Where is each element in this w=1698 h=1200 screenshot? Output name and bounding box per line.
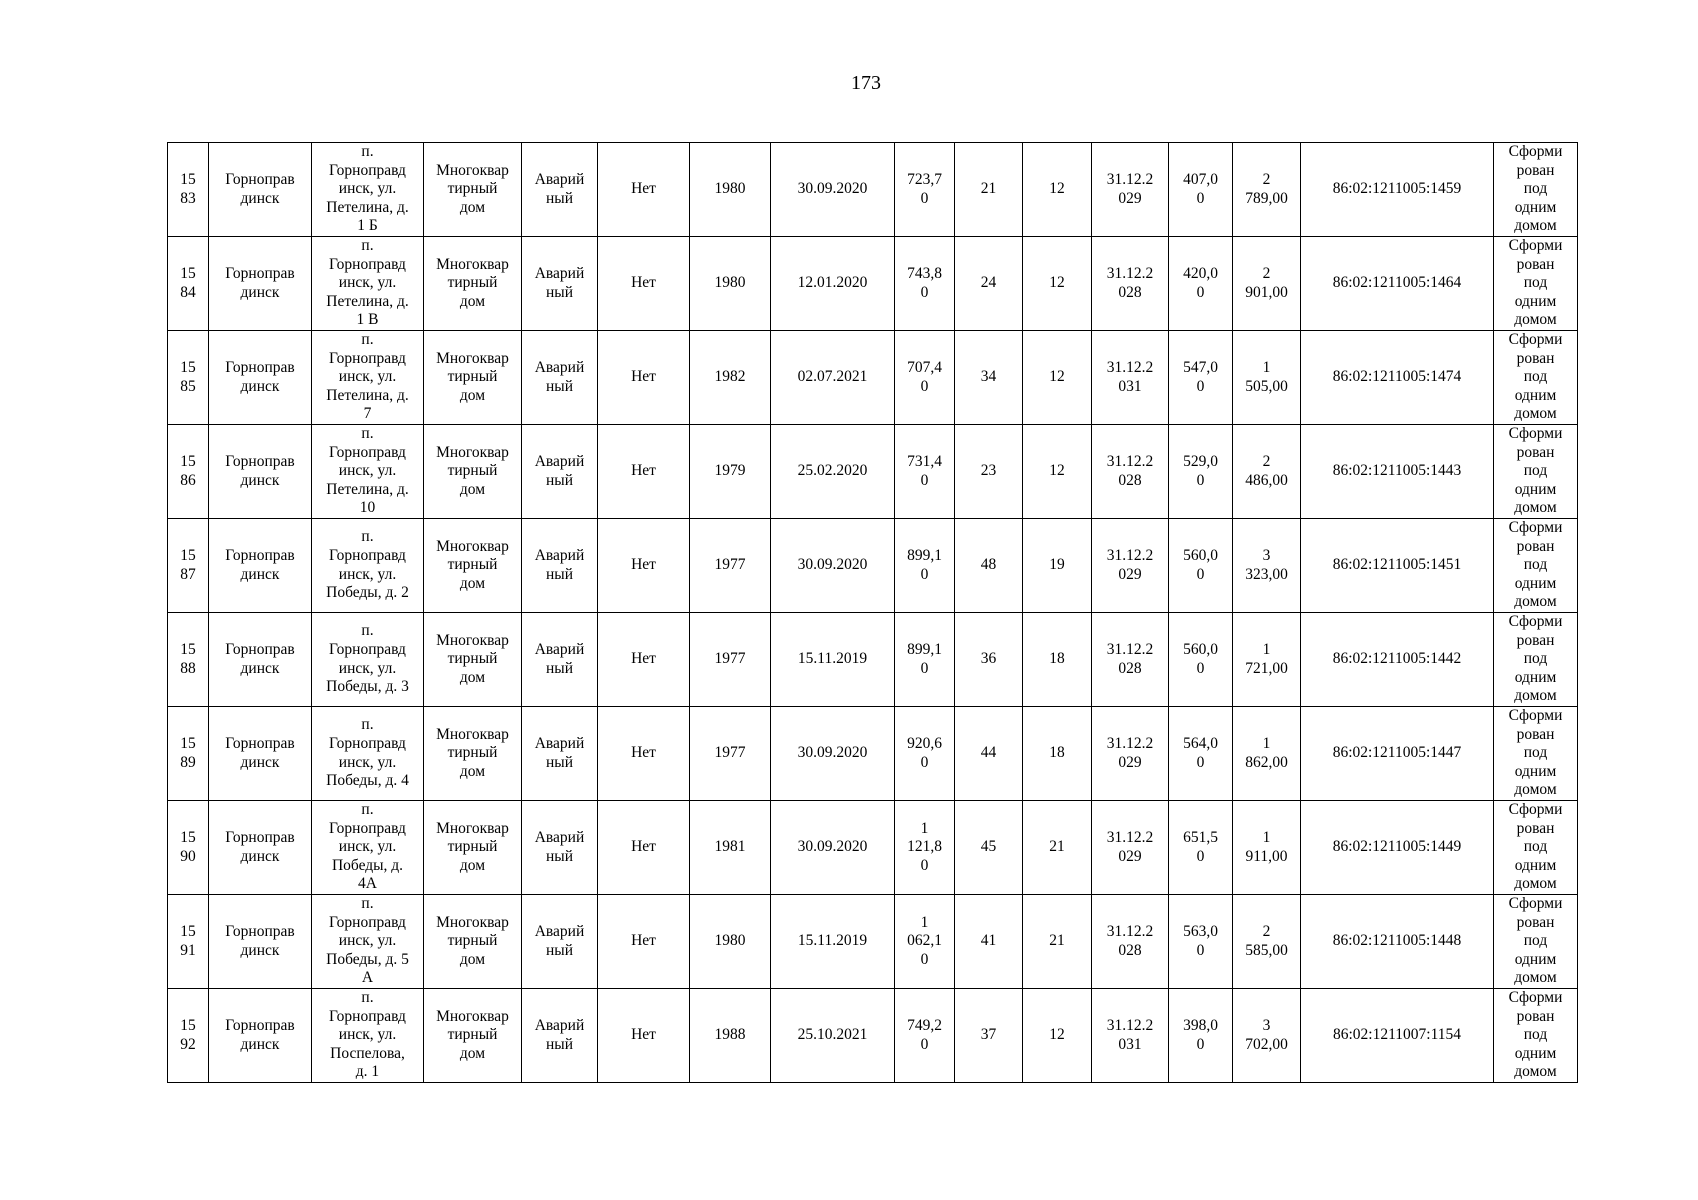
- flag-cell: Нет: [598, 613, 690, 707]
- land-area-cell: 2 585,00: [1233, 895, 1301, 989]
- recognition-date-cell: 15.11.2019: [771, 613, 895, 707]
- year-built-cell: 1980: [690, 895, 771, 989]
- building-type-cell: Многоквар тирный дом: [424, 801, 522, 895]
- recognition-date-cell: 30.09.2020: [771, 143, 895, 237]
- flag-cell: Нет: [598, 237, 690, 331]
- building-type-cell: Многоквар тирный дом: [424, 895, 522, 989]
- municipality-cell: Горноправ динск: [209, 895, 312, 989]
- resettlement-deadline-cell: 31.12.2 031: [1092, 989, 1169, 1083]
- recognition-date-cell: 25.02.2020: [771, 425, 895, 519]
- building-type-cell: Многоквар тирный дом: [424, 143, 522, 237]
- cadastral-number-cell: 86:02:1211005:1443: [1301, 425, 1494, 519]
- residents-count-cell: 24: [955, 237, 1023, 331]
- land-area-cell: 1 505,00: [1233, 331, 1301, 425]
- year-built-cell: 1979: [690, 425, 771, 519]
- flag-cell: Нет: [598, 989, 690, 1083]
- address-cell: п. Горноправд инск, ул. Победы, д. 5 А: [312, 895, 424, 989]
- year-built-cell: 1977: [690, 519, 771, 613]
- building-type-cell: Многоквар тирный дом: [424, 237, 522, 331]
- living-area-cell: 563,0 0: [1169, 895, 1233, 989]
- recognition-date-cell: 12.01.2020: [771, 237, 895, 331]
- land-area-cell: 1 721,00: [1233, 613, 1301, 707]
- flats-count-cell: 18: [1023, 613, 1092, 707]
- cadastral-number-cell: 86:02:1211005:1449: [1301, 801, 1494, 895]
- table-row: [168, 989, 1578, 1083]
- row-number-cell: 15 89: [168, 707, 209, 801]
- condition-status-cell: Аварий ный: [522, 895, 598, 989]
- flats-count-cell: 12: [1023, 331, 1092, 425]
- resettlement-deadline-cell: 31.12.2 029: [1092, 143, 1169, 237]
- flats-count-cell: 21: [1023, 801, 1092, 895]
- condition-status-cell: Аварий ный: [522, 519, 598, 613]
- condition-status-cell: Аварий ный: [522, 237, 598, 331]
- address-cell: п. Горноправд инск, ул. Петелина, д. 10: [312, 425, 424, 519]
- total-area-cell: 731,4 0: [895, 425, 955, 519]
- row-number-cell: 15 85: [168, 331, 209, 425]
- resettlement-deadline-cell: 31.12.2 029: [1092, 707, 1169, 801]
- municipality-cell: Горноправ динск: [209, 707, 312, 801]
- resettlement-deadline-cell: 31.12.2 028: [1092, 895, 1169, 989]
- table-body: [168, 143, 1578, 1083]
- address-cell: п. Горноправд инск, ул. Победы, д. 3: [312, 613, 424, 707]
- table-row: [168, 519, 1578, 613]
- cadastral-number-cell: 86:02:1211005:1451: [1301, 519, 1494, 613]
- table-row: [168, 707, 1578, 801]
- address-cell: п. Горноправд инск, ул. Петелина, д. 1 Б: [312, 143, 424, 237]
- municipality-cell: Горноправ динск: [209, 237, 312, 331]
- cadastral-number-cell: 86:02:1211005:1447: [1301, 707, 1494, 801]
- building-type-cell: Многоквар тирный дом: [424, 613, 522, 707]
- flats-count-cell: 12: [1023, 237, 1092, 331]
- land-area-cell: 2 486,00: [1233, 425, 1301, 519]
- table-row: [168, 237, 1578, 331]
- condition-status-cell: Аварий ный: [522, 331, 598, 425]
- recognition-date-cell: 30.09.2020: [771, 707, 895, 801]
- condition-status-cell: Аварий ный: [522, 989, 598, 1083]
- residents-count-cell: 44: [955, 707, 1023, 801]
- condition-status-cell: Аварий ный: [522, 613, 598, 707]
- municipality-cell: Горноправ динск: [209, 801, 312, 895]
- total-area-cell: 1 062,1 0: [895, 895, 955, 989]
- building-type-cell: Многоквар тирный дом: [424, 989, 522, 1083]
- flag-cell: Нет: [598, 331, 690, 425]
- note-cell: Сформи рован под одним домом: [1494, 801, 1578, 895]
- row-number-cell: 15 90: [168, 801, 209, 895]
- residents-count-cell: 36: [955, 613, 1023, 707]
- flats-count-cell: 19: [1023, 519, 1092, 613]
- address-cell: п. Горноправд инск, ул. Петелина, д. 1 В: [312, 237, 424, 331]
- note-cell: Сформи рован под одним домом: [1494, 707, 1578, 801]
- resettlement-deadline-cell: 31.12.2 029: [1092, 519, 1169, 613]
- row-number-cell: 15 87: [168, 519, 209, 613]
- residents-count-cell: 41: [955, 895, 1023, 989]
- living-area-cell: 564,0 0: [1169, 707, 1233, 801]
- note-cell: Сформи рован под одним домом: [1494, 519, 1578, 613]
- living-area-cell: 529,0 0: [1169, 425, 1233, 519]
- year-built-cell: 1980: [690, 143, 771, 237]
- total-area-cell: 723,7 0: [895, 143, 955, 237]
- resettlement-deadline-cell: 31.12.2 031: [1092, 331, 1169, 425]
- living-area-cell: 560,0 0: [1169, 519, 1233, 613]
- residents-count-cell: 23: [955, 425, 1023, 519]
- land-area-cell: 1 862,00: [1233, 707, 1301, 801]
- address-cell: п. Горноправд инск, ул. Победы, д. 2: [312, 519, 424, 613]
- recognition-date-cell: 30.09.2020: [771, 801, 895, 895]
- year-built-cell: 1977: [690, 707, 771, 801]
- flag-cell: Нет: [598, 801, 690, 895]
- page-number: 173: [851, 72, 881, 94]
- residents-count-cell: 37: [955, 989, 1023, 1083]
- living-area-cell: 560,0 0: [1169, 613, 1233, 707]
- living-area-cell: 651,5 0: [1169, 801, 1233, 895]
- year-built-cell: 1988: [690, 989, 771, 1083]
- row-number-cell: 15 86: [168, 425, 209, 519]
- residents-count-cell: 21: [955, 143, 1023, 237]
- residents-count-cell: 34: [955, 331, 1023, 425]
- recognition-date-cell: 02.07.2021: [771, 331, 895, 425]
- row-number-cell: 15 88: [168, 613, 209, 707]
- condition-status-cell: Аварий ный: [522, 143, 598, 237]
- residents-count-cell: 45: [955, 801, 1023, 895]
- table-row: [168, 331, 1578, 425]
- flag-cell: Нет: [598, 143, 690, 237]
- resettlement-deadline-cell: 31.12.2 028: [1092, 425, 1169, 519]
- condition-status-cell: Аварий ный: [522, 425, 598, 519]
- flag-cell: Нет: [598, 895, 690, 989]
- table-row: [168, 895, 1578, 989]
- living-area-cell: 398,0 0: [1169, 989, 1233, 1083]
- cadastral-number-cell: 86:02:1211005:1448: [1301, 895, 1494, 989]
- note-cell: Сформи рован под одним домом: [1494, 237, 1578, 331]
- address-cell: п. Горноправд инск, ул. Победы, д. 4: [312, 707, 424, 801]
- flats-count-cell: 18: [1023, 707, 1092, 801]
- resettlement-deadline-cell: 31.12.2 028: [1092, 613, 1169, 707]
- address-cell: п. Горноправд инск, ул. Петелина, д. 7: [312, 331, 424, 425]
- note-cell: Сформи рован под одним домом: [1494, 895, 1578, 989]
- building-type-cell: Многоквар тирный дом: [424, 519, 522, 613]
- cadastral-number-cell: 86:02:1211005:1459: [1301, 143, 1494, 237]
- table-row: [168, 425, 1578, 519]
- municipality-cell: Горноправ динск: [209, 519, 312, 613]
- address-cell: п. Горноправд инск, ул. Победы, д. 4А: [312, 801, 424, 895]
- recognition-date-cell: 30.09.2020: [771, 519, 895, 613]
- building-type-cell: Многоквар тирный дом: [424, 331, 522, 425]
- housing-registry-table: [167, 142, 1578, 1083]
- condition-status-cell: Аварий ный: [522, 707, 598, 801]
- flag-cell: Нет: [598, 707, 690, 801]
- total-area-cell: 899,1 0: [895, 613, 955, 707]
- recognition-date-cell: 15.11.2019: [771, 895, 895, 989]
- land-area-cell: 2 789,00: [1233, 143, 1301, 237]
- land-area-cell: 3 702,00: [1233, 989, 1301, 1083]
- total-area-cell: 707,4 0: [895, 331, 955, 425]
- municipality-cell: Горноправ динск: [209, 143, 312, 237]
- note-cell: Сформи рован под одним домом: [1494, 143, 1578, 237]
- flats-count-cell: 12: [1023, 425, 1092, 519]
- municipality-cell: Горноправ динск: [209, 425, 312, 519]
- table-row: [168, 143, 1578, 237]
- building-type-cell: Многоквар тирный дом: [424, 425, 522, 519]
- row-number-cell: 15 91: [168, 895, 209, 989]
- total-area-cell: 749,2 0: [895, 989, 955, 1083]
- living-area-cell: 407,0 0: [1169, 143, 1233, 237]
- living-area-cell: 547,0 0: [1169, 331, 1233, 425]
- flag-cell: Нет: [598, 425, 690, 519]
- resettlement-deadline-cell: 31.12.2 028: [1092, 237, 1169, 331]
- total-area-cell: 899,1 0: [895, 519, 955, 613]
- year-built-cell: 1982: [690, 331, 771, 425]
- row-number-cell: 15 92: [168, 989, 209, 1083]
- municipality-cell: Горноправ динск: [209, 989, 312, 1083]
- municipality-cell: Горноправ динск: [209, 331, 312, 425]
- total-area-cell: 920,6 0: [895, 707, 955, 801]
- note-cell: Сформи рован под одним домом: [1494, 989, 1578, 1083]
- recognition-date-cell: 25.10.2021: [771, 989, 895, 1083]
- year-built-cell: 1981: [690, 801, 771, 895]
- note-cell: Сформи рован под одним домом: [1494, 613, 1578, 707]
- residents-count-cell: 48: [955, 519, 1023, 613]
- total-area-cell: 743,8 0: [895, 237, 955, 331]
- note-cell: Сформи рован под одним домом: [1494, 425, 1578, 519]
- table-row: [168, 613, 1578, 707]
- land-area-cell: 3 323,00: [1233, 519, 1301, 613]
- total-area-cell: 1 121,8 0: [895, 801, 955, 895]
- cadastral-number-cell: 86:02:1211005:1442: [1301, 613, 1494, 707]
- year-built-cell: 1980: [690, 237, 771, 331]
- living-area-cell: 420,0 0: [1169, 237, 1233, 331]
- resettlement-deadline-cell: 31.12.2 029: [1092, 801, 1169, 895]
- condition-status-cell: Аварий ный: [522, 801, 598, 895]
- land-area-cell: 1 911,00: [1233, 801, 1301, 895]
- cadastral-number-cell: 86:02:1211007:1154: [1301, 989, 1494, 1083]
- table-row: [168, 801, 1578, 895]
- row-number-cell: 15 83: [168, 143, 209, 237]
- cadastral-number-cell: 86:02:1211005:1474: [1301, 331, 1494, 425]
- building-type-cell: Многоквар тирный дом: [424, 707, 522, 801]
- flats-count-cell: 12: [1023, 143, 1092, 237]
- cadastral-number-cell: 86:02:1211005:1464: [1301, 237, 1494, 331]
- flats-count-cell: 12: [1023, 989, 1092, 1083]
- flats-count-cell: 21: [1023, 895, 1092, 989]
- municipality-cell: Горноправ динск: [209, 613, 312, 707]
- note-cell: Сформи рован под одним домом: [1494, 331, 1578, 425]
- land-area-cell: 2 901,00: [1233, 237, 1301, 331]
- year-built-cell: 1977: [690, 613, 771, 707]
- address-cell: п. Горноправд инск, ул. Поспелова, д. 1: [312, 989, 424, 1083]
- flag-cell: Нет: [598, 519, 690, 613]
- row-number-cell: 15 84: [168, 237, 209, 331]
